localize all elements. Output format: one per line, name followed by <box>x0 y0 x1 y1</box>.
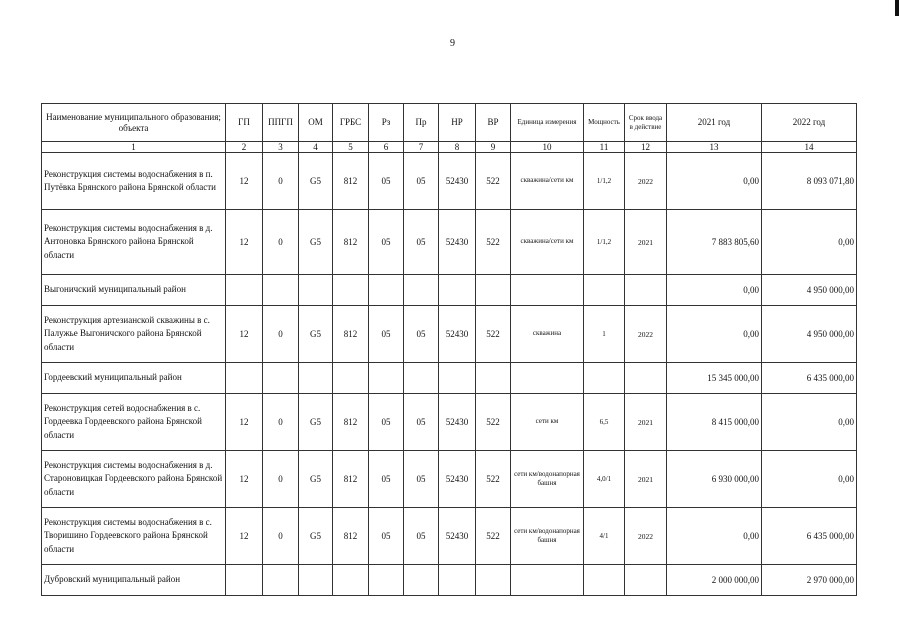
ppgp-cell: 0 <box>263 394 299 451</box>
pr-cell: 05 <box>404 394 439 451</box>
amount-2021: 0,00 <box>667 275 762 306</box>
column-number: 12 <box>625 142 667 153</box>
district-name: Дубровский муниципальный район <box>42 565 226 596</box>
vr-cell: 522 <box>476 394 511 451</box>
pr-cell: 05 <box>404 451 439 508</box>
column-number: 8 <box>439 142 476 153</box>
district-row <box>42 363 857 394</box>
district-name: Выгоничский муниципальный район <box>42 275 226 306</box>
ppgp-cell: 0 <box>263 306 299 363</box>
object-row <box>42 451 857 508</box>
term-cell: 2021 <box>625 451 667 508</box>
unit-cell: скважина/сети км <box>511 210 584 275</box>
unit-cell: сети км/водонапорная башня <box>511 451 584 508</box>
rz-cell: 05 <box>369 210 404 275</box>
object-row <box>42 306 857 363</box>
header-capacity: Мощность <box>584 104 625 142</box>
column-number: 6 <box>369 142 404 153</box>
column-number: 2 <box>226 142 263 153</box>
ppgp-cell: 0 <box>263 153 299 210</box>
grbs-cell: 812 <box>333 210 369 275</box>
column-numbers-row <box>42 142 857 153</box>
capacity-cell: 4/1 <box>584 508 625 565</box>
pr-cell: 05 <box>404 210 439 275</box>
grbs-cell: 812 <box>333 508 369 565</box>
om-cell: G5 <box>299 451 333 508</box>
header-vr: ВР <box>476 104 511 142</box>
rz-cell: 05 <box>369 508 404 565</box>
nr-cell: 52430 <box>439 210 476 275</box>
om-cell: G5 <box>299 153 333 210</box>
capacity-cell: 4,0/1 <box>584 451 625 508</box>
district-row <box>42 565 857 596</box>
header-pr: Пр <box>404 104 439 142</box>
object-row <box>42 508 857 565</box>
object-row <box>42 394 857 451</box>
amount-2022: 2 970 000,00 <box>762 565 857 596</box>
om-cell: G5 <box>299 210 333 275</box>
column-number: 9 <box>476 142 511 153</box>
amount-2022: 0,00 <box>762 210 857 275</box>
om-cell: G5 <box>299 306 333 363</box>
district-name: Гордеевский муниципальный район <box>42 363 226 394</box>
unit-cell: скважина/сети км <box>511 153 584 210</box>
header-row <box>42 104 857 142</box>
header-gp: ГП <box>226 104 263 142</box>
rz-cell: 05 <box>369 394 404 451</box>
nr-cell: 52430 <box>439 508 476 565</box>
gp-cell: 12 <box>226 153 263 210</box>
unit-cell: скважина <box>511 306 584 363</box>
header-nr: НР <box>439 104 476 142</box>
header-om: ОМ <box>299 104 333 142</box>
amount-2021: 2 000 000,00 <box>667 565 762 596</box>
object-name: Реконструкция системы водоснабжения в д. Староновицкая Гордеевского района Брянской области <box>42 451 226 508</box>
object-name: Реконструкция сетей водоснабжения в с. Гордеевка Гордеевского района Брянской области <box>42 394 226 451</box>
budget-table <box>41 103 857 596</box>
object-name: Реконструкция артезианской скважины в с. Палужье Выгоничского района Брянской области <box>42 306 226 363</box>
column-number: 11 <box>584 142 625 153</box>
pr-cell: 05 <box>404 153 439 210</box>
object-name: Реконструкция системы водоснабжения в с. Творишино Гордеевского района Брянской области <box>42 508 226 565</box>
column-number: 1 <box>42 142 226 153</box>
rz-cell: 05 <box>369 153 404 210</box>
gp-cell: 12 <box>226 306 263 363</box>
gp-cell: 12 <box>226 508 263 565</box>
unit-cell: сети км/водонапорная башня <box>511 508 584 565</box>
edge-mark <box>895 0 899 16</box>
vr-cell: 522 <box>476 306 511 363</box>
amount-2022: 6 435 000,00 <box>762 363 857 394</box>
object-row <box>42 210 857 275</box>
om-cell: G5 <box>299 508 333 565</box>
object-row <box>42 153 857 210</box>
ppgp-cell: 0 <box>263 508 299 565</box>
district-row <box>42 275 857 306</box>
amount-2022: 4 950 000,00 <box>762 306 857 363</box>
object-name: Реконструкция системы водоснабжения в д. Антоновка Брянского района Брянской области <box>42 210 226 275</box>
ppgp-cell: 0 <box>263 210 299 275</box>
gp-cell: 12 <box>226 451 263 508</box>
nr-cell: 52430 <box>439 306 476 363</box>
term-cell: 2021 <box>625 394 667 451</box>
amount-2022: 0,00 <box>762 394 857 451</box>
column-number: 3 <box>263 142 299 153</box>
amount-2021: 0,00 <box>667 153 762 210</box>
column-number: 5 <box>333 142 369 153</box>
vr-cell: 522 <box>476 153 511 210</box>
vr-cell: 522 <box>476 451 511 508</box>
amount-2021: 0,00 <box>667 508 762 565</box>
grbs-cell: 812 <box>333 153 369 210</box>
term-cell: 2022 <box>625 306 667 363</box>
page-number: 9 <box>450 38 455 49</box>
amount-2022: 8 093 071,80 <box>762 153 857 210</box>
column-number: 7 <box>404 142 439 153</box>
header-ppgp: ППГП <box>263 104 299 142</box>
vr-cell: 522 <box>476 508 511 565</box>
gp-cell: 12 <box>226 394 263 451</box>
header-2022: 2022 год <box>762 104 857 142</box>
column-number: 10 <box>511 142 584 153</box>
term-cell: 2021 <box>625 210 667 275</box>
header-2021: 2021 год <box>667 104 762 142</box>
amount-2022: 4 950 000,00 <box>762 275 857 306</box>
nr-cell: 52430 <box>439 153 476 210</box>
grbs-cell: 812 <box>333 394 369 451</box>
term-cell: 2022 <box>625 508 667 565</box>
column-number: 14 <box>762 142 857 153</box>
amount-2021: 7 883 805,60 <box>667 210 762 275</box>
column-number: 13 <box>667 142 762 153</box>
grbs-cell: 812 <box>333 306 369 363</box>
amount-2022: 6 435 000,00 <box>762 508 857 565</box>
pr-cell: 05 <box>404 508 439 565</box>
unit-cell: сети км <box>511 394 584 451</box>
term-cell: 2022 <box>625 153 667 210</box>
column-number: 4 <box>299 142 333 153</box>
nr-cell: 52430 <box>439 394 476 451</box>
capacity-cell: 1/1,2 <box>584 153 625 210</box>
ppgp-cell: 0 <box>263 451 299 508</box>
object-name: Реконструкция системы водоснабжения в п. Путёвка Брянского района Брянской области <box>42 153 226 210</box>
rz-cell: 05 <box>369 451 404 508</box>
amount-2021: 15 345 000,00 <box>667 363 762 394</box>
grbs-cell: 812 <box>333 451 369 508</box>
amount-2021: 0,00 <box>667 306 762 363</box>
amount-2021: 8 415 000,00 <box>667 394 762 451</box>
header-term: Срок ввода в действие <box>625 104 667 142</box>
nr-cell: 52430 <box>439 451 476 508</box>
pr-cell: 05 <box>404 306 439 363</box>
capacity-cell: 1/1,2 <box>584 210 625 275</box>
gp-cell: 12 <box>226 210 263 275</box>
capacity-cell: 6,5 <box>584 394 625 451</box>
om-cell: G5 <box>299 394 333 451</box>
vr-cell: 522 <box>476 210 511 275</box>
rz-cell: 05 <box>369 306 404 363</box>
header-unit: Единица измерения <box>511 104 584 142</box>
header-name: Наименование муниципального образования; объекта <box>42 104 226 142</box>
amount-2021: 6 930 000,00 <box>667 451 762 508</box>
header-grbs: ГРБС <box>333 104 369 142</box>
capacity-cell: 1 <box>584 306 625 363</box>
amount-2022: 0,00 <box>762 451 857 508</box>
header-rz: Рз <box>369 104 404 142</box>
